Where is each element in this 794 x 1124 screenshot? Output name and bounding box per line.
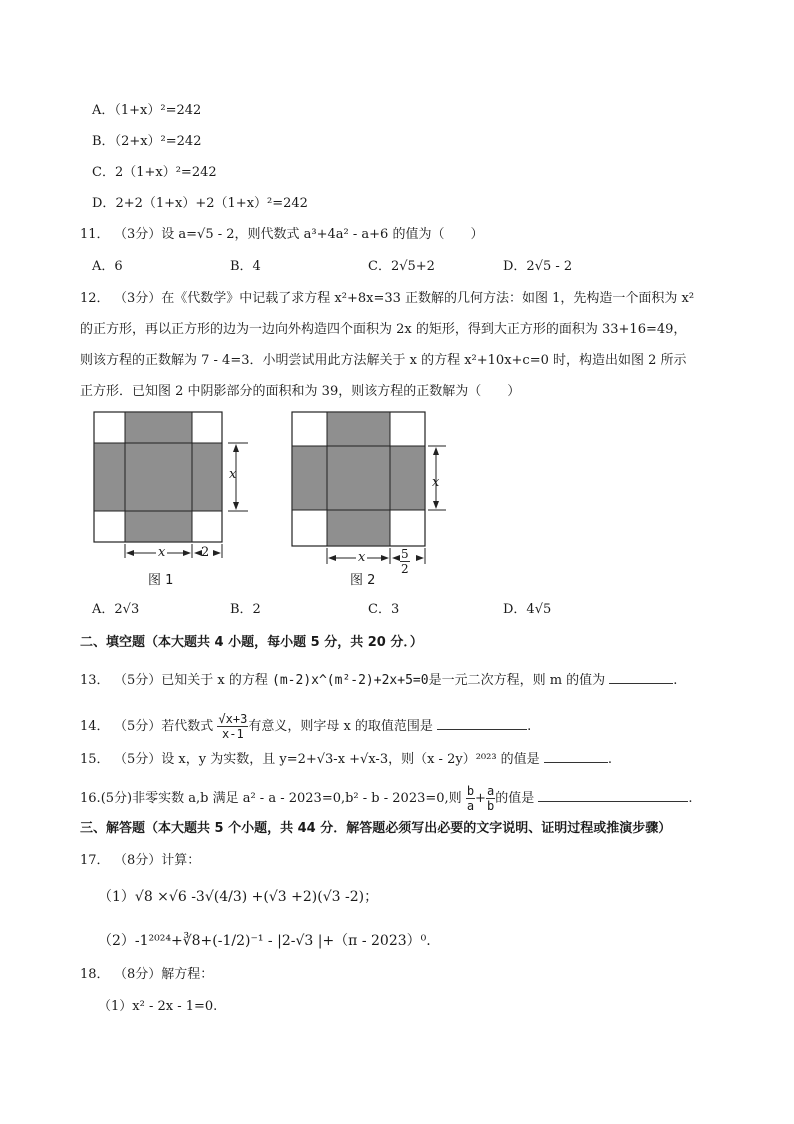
section-3-heading: 三、解答题（本大题共 5 个小题，共 44 分．解答题必须写出必要的文字说明、证明过程或推演步骤）	[80, 821, 672, 836]
q17-title: 17． （8分）计算：	[80, 853, 201, 868]
q14: 14． （5分）若代数式 $\frac{√x+3}{x-1}$ 有意义，则字母 x 的取值范围是 .	[80, 712, 532, 741]
q18-title: 18． （8分）解方程：	[80, 967, 214, 982]
fig1-caption: 图 1	[148, 573, 174, 588]
fig1-x-label-horizontal: x	[158, 545, 166, 560]
q12-option-a: A．2√3	[92, 602, 140, 617]
fig2-side-label: $\frac{5}{2}$	[401, 547, 409, 576]
q11-option-c: C．2√5+2	[368, 259, 435, 274]
q14-fraction: $\frac{√x+3}{x-1}$	[218, 712, 248, 741]
q10-option-c: C．2（1+x）²=242	[92, 165, 217, 180]
q11-stem: 11． （3分）设 a=√5 - 2，则代数式 a³+4a² - a+6 的值为（ ）	[80, 227, 484, 242]
fig2-x-label-horizontal: x	[358, 550, 366, 565]
q17-part-2: （2）-1²⁰²⁴+∛8+(-1/2)⁻¹ - |2-√3 |+（π - 2023）⁰.	[98, 933, 431, 949]
q11-option-a: A．6	[92, 259, 123, 274]
fig1-x-label-vertical: x	[229, 467, 237, 482]
q15-answer-blank[interactable]	[544, 748, 608, 763]
q12-line-3: 则该方程的正数解为 7 - 4=3．小明尝试用此方法解关于 x 的方程 x²+10x+c=0 时，构造出如图 2 所示	[80, 353, 687, 368]
q11-option-d: D．2√5 - 2	[503, 259, 573, 274]
q18-part-1: （1）x² - 2x - 1=0.	[98, 999, 218, 1014]
q16-fraction-b-over-a: $\frac{b}{a}$	[466, 784, 475, 813]
q13-equation: (m-2)x^(m²-2)+2x+5=0	[272, 673, 429, 688]
q11-option-b: B．4	[230, 259, 261, 274]
fig2-caption: 图 2	[350, 573, 376, 588]
q16-answer-blank[interactable]	[538, 787, 688, 802]
fig2-x-label-vertical: x	[432, 475, 440, 490]
q16: 16.(5分)非零实数 a,b 满足 a² - a - 2023=0,b² - b - 2023=0,则 $\frac{b}{a}$ + $\frac{a}{b}$ 的值是 .	[80, 784, 693, 813]
section-2-heading: 二、填空题（本大题共 4 小题，每小题 5 分，共 20 分．）	[80, 635, 423, 650]
q17-part-1: （1）√8 ×√6 -3√(4/3) +(√3 +2)(√3 -2)；	[98, 889, 379, 905]
q10-option-a: A．（1+x）²=242	[92, 103, 202, 118]
q12-line-2: 的正方形，再以正方形的边为一边向外构造四个面积为 2x 的矩形，得到大正方形的面积为 33+16=49，	[80, 322, 687, 337]
q15: 15． （5分）设 x，y 为实数，且 y=2+√3-x +√x-3，则（x - 2y）²⁰²³ 的值是 .	[80, 748, 612, 769]
q12-option-b: B．2	[230, 602, 261, 617]
q12-option-d: D．4√5	[503, 602, 552, 617]
fig1-side-label: 2	[201, 545, 210, 560]
q13: 13． （5分）已知关于 x 的方程 (m-2)x^(m²-2)+2x+5=0是一元二次方程，则 m 的值为 .	[80, 669, 677, 690]
q12-line-1: 12． （3分）在《代数学》中记载了求方程 x²+8x=33 正数解的几何方法：如图 1，先构造一个面积为 x²	[80, 291, 695, 306]
q10-option-d: D．2+2（1+x）+2（1+x）²=242	[92, 196, 308, 211]
q10-option-b: B．（2+x）²=242	[92, 134, 202, 149]
q12-line-4: 正方形．已知图 2 中阴影部分的面积和为 39，则该方程的正数解为（ ）	[80, 384, 521, 399]
q12-figure-2	[286, 408, 466, 590]
q12-figure-1	[90, 408, 270, 590]
q14-answer-blank[interactable]	[437, 715, 527, 730]
q16-fraction-a-over-b: $\frac{a}{b}$	[486, 784, 495, 813]
q13-answer-blank[interactable]	[609, 669, 673, 684]
q12-option-c: C．3	[368, 602, 400, 617]
